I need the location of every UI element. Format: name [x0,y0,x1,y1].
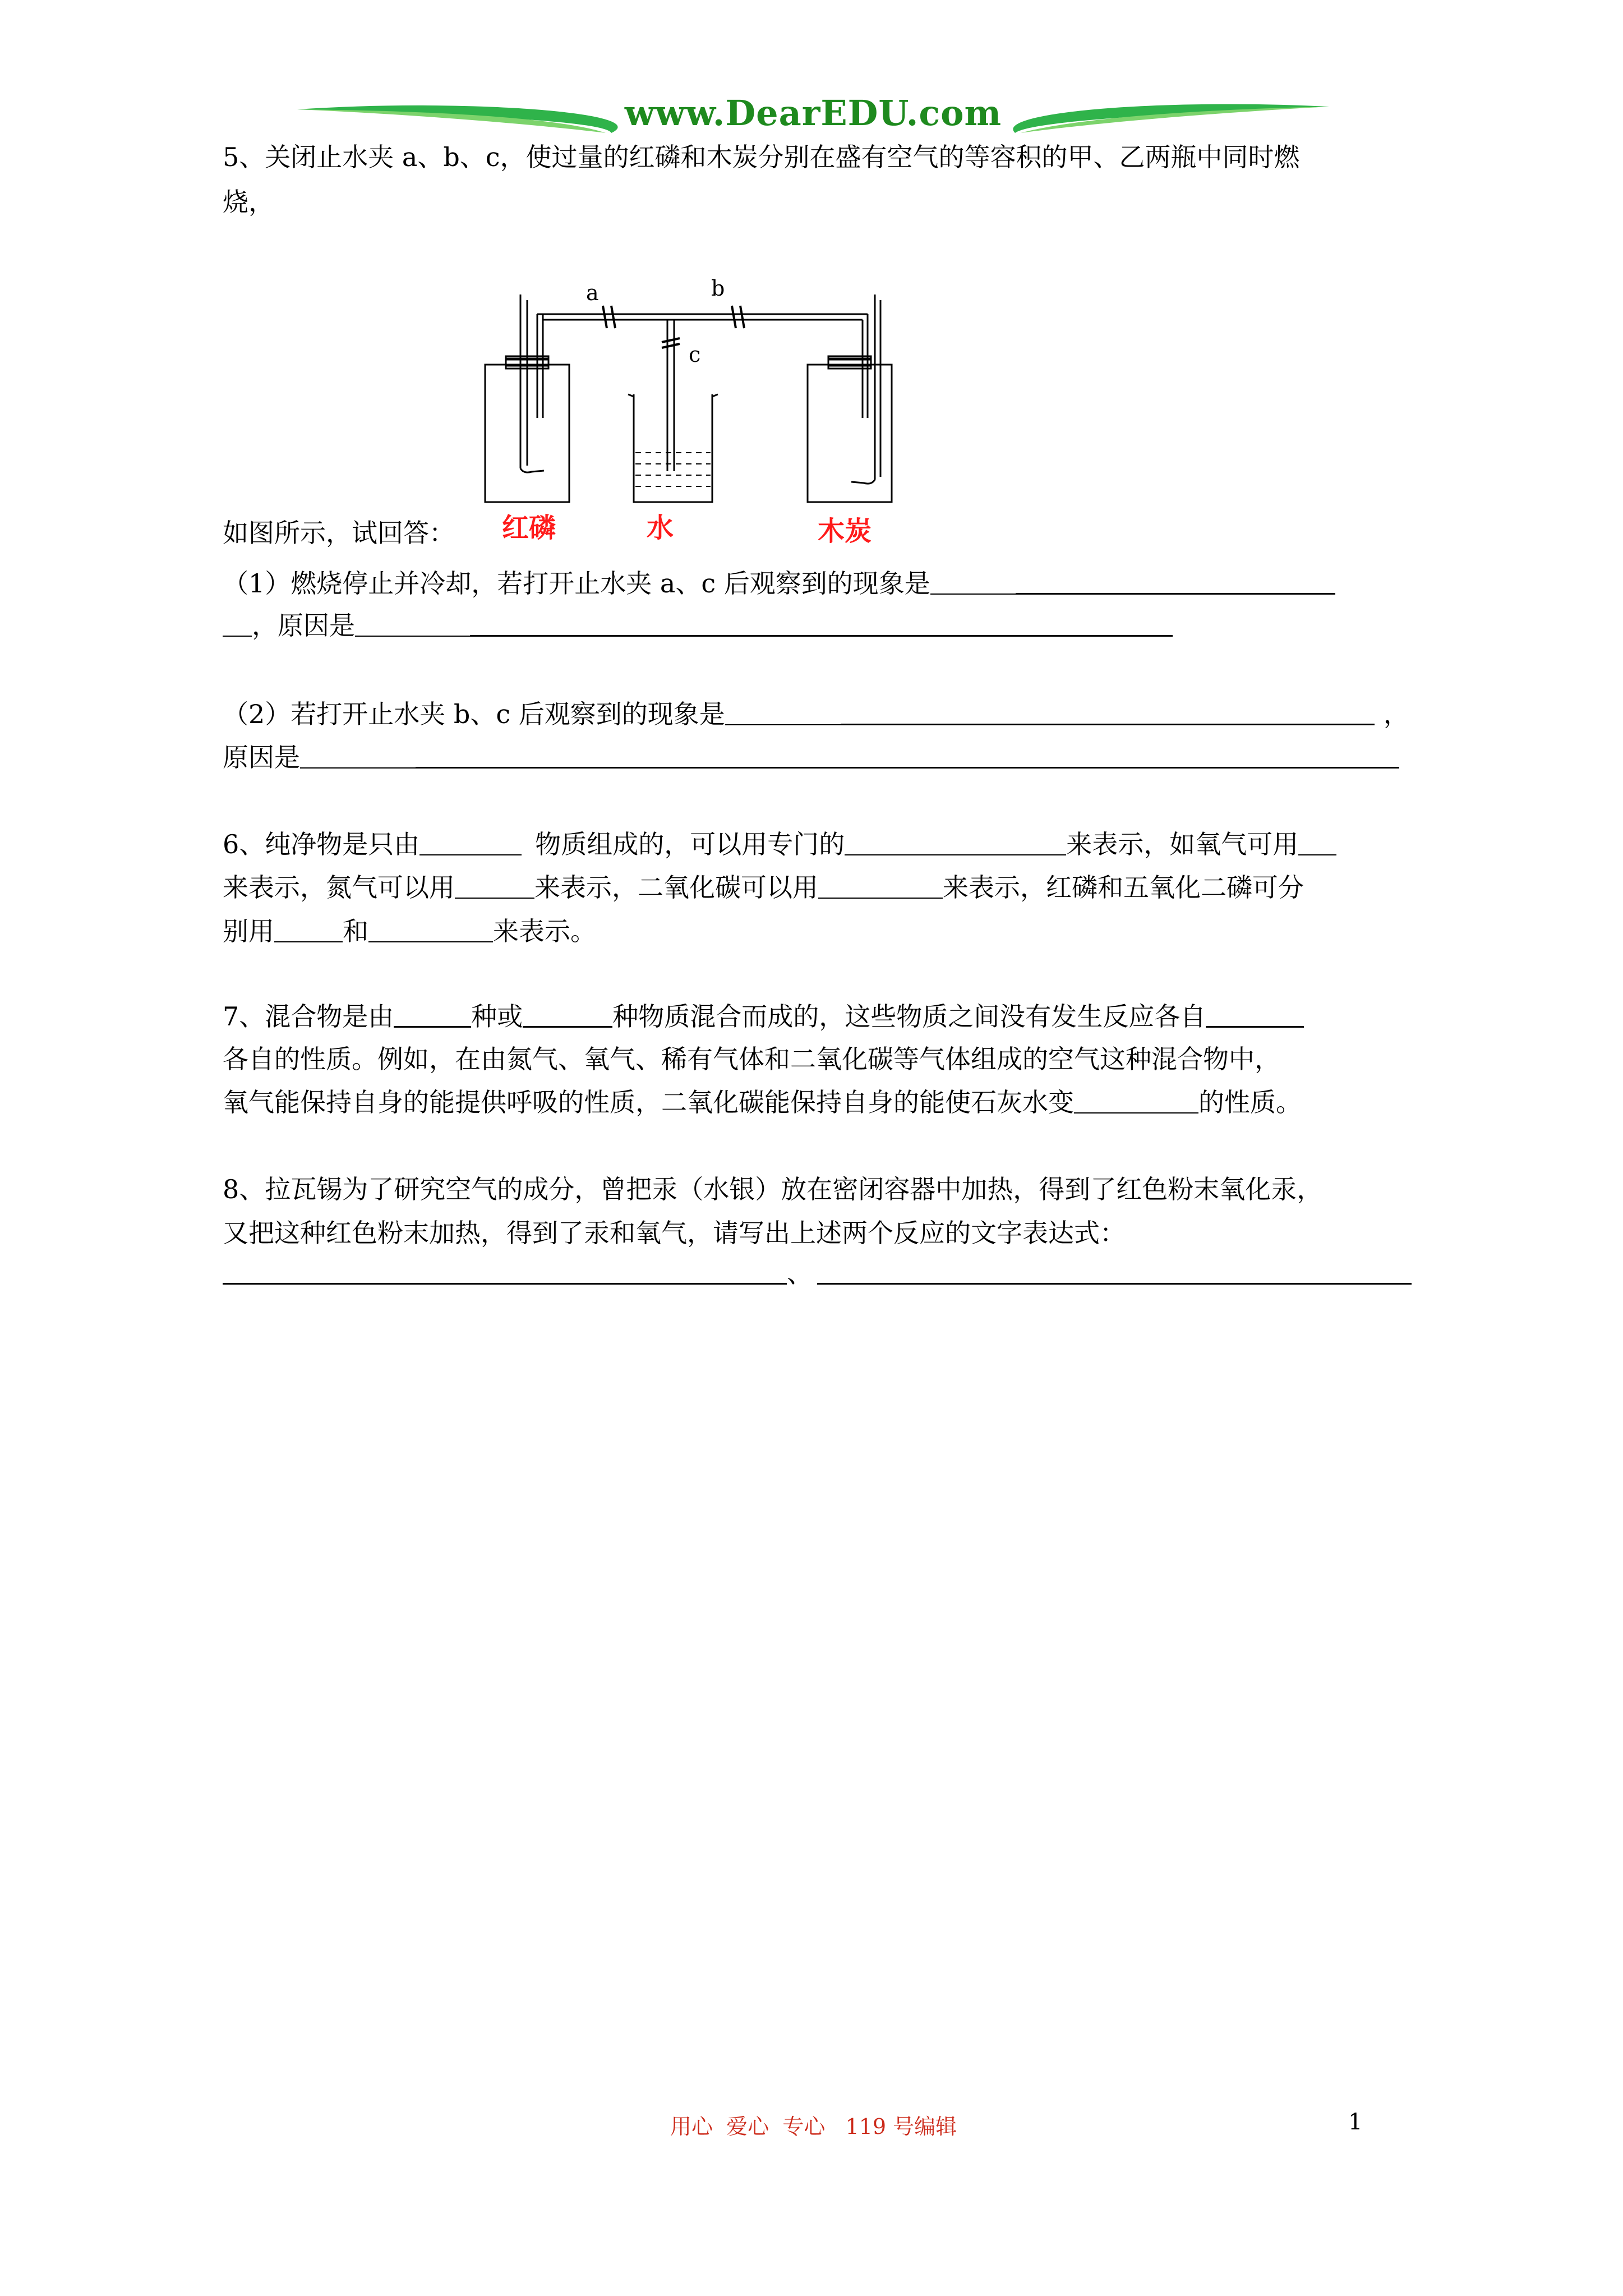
q5-sub1-reason-label: ，原因是 [252,610,355,641]
q5-sub2-line2 [223,740,1399,774]
q7-blank-4[interactable] [1074,1090,1198,1114]
clip-c-label: c [689,342,701,367]
page-number: 1 [1348,2109,1363,2135]
q6-blank-1[interactable] [419,832,522,855]
q6-text-3: 来表示，如氧气可用 [1066,829,1299,859]
q7-line3 [223,1085,1302,1119]
q8-separator: 、 [787,1258,813,1289]
q5-sub1-line1 [223,567,1335,600]
q5-sub2-reason-label: 原因是 [223,742,300,772]
header-logo [292,93,1335,146]
right-bottle [808,365,892,502]
q8-blank-1[interactable] [223,1260,787,1285]
q6-line2 [223,871,1304,904]
q5-sub1-text: （1）燃烧停止并冷却，若打开止水夹 a、c 后观察到的现象是 [223,568,930,599]
q5-sub2-blank-c[interactable] [300,745,416,769]
q8-line3 [223,1257,1412,1290]
q7-text-2: 种或 [471,1001,523,1032]
q6-blank-5[interactable] [818,875,943,899]
q8-line2: 又把这种红色粉末加热，得到了汞和氧气，请写出上述两个反应的文字表达式： [223,1218,1126,1248]
apparatus-diagram [477,266,914,513]
q6-line1 [223,827,1336,861]
q5-sub1-blank-a[interactable] [930,571,1016,595]
q6-blank-2[interactable] [845,832,1066,855]
q5-sub2-blank-b[interactable] [841,701,1375,725]
q5-sub1-blank-b[interactable] [1016,570,1335,595]
logo-text: www.DearEDU.com [624,93,1002,134]
label-charcoal: 木炭 [818,516,872,547]
q5-sub1-blank-c[interactable] [223,613,252,637]
q6-text-4: 来表示，氮气可以用 [223,872,455,903]
q8-blank-2[interactable] [817,1260,1412,1285]
q7-line2: 各自的性质。例如，在由氮气、氧气、稀有气体和二氧化碳等气体组成的空气这种混合物中， [223,1044,1280,1074]
q5-sub2-blank-a[interactable] [725,702,841,725]
q6-text-2: 物质组成的，可以用专门的 [535,829,845,859]
q5-sub1-blank-d[interactable] [355,613,470,637]
apparatus-figure [477,266,914,513]
q6-blank-7[interactable] [368,919,493,942]
q7-text-5: 的性质。 [1198,1087,1302,1117]
clip-b-label: b [711,276,725,301]
label-red-phosphorus: 红磷 [502,512,556,544]
q5-sub1-blank-e[interactable] [470,613,1173,637]
q5-intro-line1: 5、关闭止水夹 a、b、c，使过量的红磷和木炭分别在盛有空气的等容积的甲、乙两瓶中同时燃 [223,142,1300,172]
q7-line1 [223,1000,1304,1033]
footer-text: 用心 爱心 专心 119 号编辑 [670,2114,957,2139]
q5-sub2-blank-d[interactable] [416,744,1399,769]
q6-blank-4[interactable] [455,875,534,899]
q7-text-1: 7、混合物是由 [223,1001,394,1032]
q6-text-7: 别用 [223,916,274,946]
q8-line1: 8、拉瓦锡为了研究空气的成分，曾把汞（水银）放在密闭容器中加热，得到了红色粉末氧化汞， [223,1174,1323,1204]
label-water: 水 [647,512,674,544]
q6-text-8: 和 [343,916,368,946]
q5-intro-line2: 烧， [223,187,274,217]
q6-text-9: 来表示。 [493,916,596,946]
q5-sub2-comma: ， [1383,699,1409,729]
clip-a-label: a [586,280,599,305]
q7-text-4: 氧气能保持自身的能提供呼吸的性质，二氧化碳能保持自身的能使石灰水变 [223,1087,1074,1117]
q7-text-3: 种物质混合而成的，这些物质之间没有发生反应各自 [612,1001,1206,1032]
q5-sub1-line2 [223,609,1173,642]
q6-blank-3[interactable] [1298,832,1336,855]
q6-text-6: 来表示，红磷和五氧化二磷可分 [943,872,1304,903]
q5-sub2-text: （2）若打开止水夹 b、c 后观察到的现象是 [223,699,725,729]
q5-sub2-line1 [223,697,1409,731]
q7-blank-3[interactable] [1206,1004,1304,1028]
q7-blank-2[interactable] [523,1004,612,1028]
q6-blank-6[interactable] [274,919,343,942]
q6-line3 [223,914,596,948]
q5-after-figure: 如图所示，试回答： [223,518,455,548]
q7-blank-1[interactable] [394,1004,471,1028]
q6-text-5: 来表示，二氧化碳可以用 [534,872,818,903]
q6-text-1: 6、纯净物是只由 [223,829,420,859]
